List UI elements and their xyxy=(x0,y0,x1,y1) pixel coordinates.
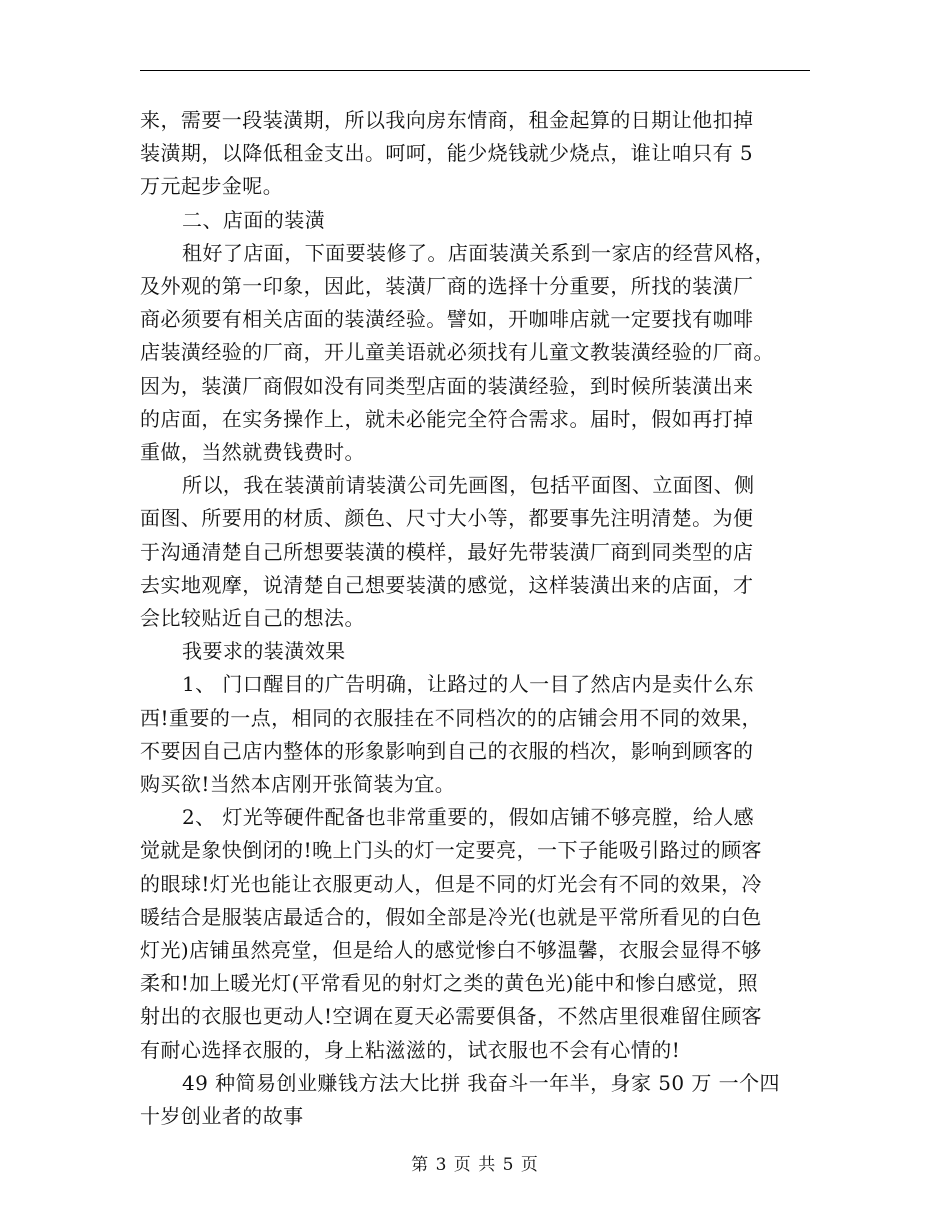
text-line: 不要因自己店内整体的形象影响到自己的衣服的档次，影响到顾客的 xyxy=(140,738,754,763)
text-line: 因为，装潢厂商假如没有同类型店面的装潢经验，到时候所装潢出来 xyxy=(140,373,754,398)
text-line: 所以，我在装潢前请装潢公司先画图，包括平面图、立面图、侧 xyxy=(182,473,755,498)
paragraph-3 xyxy=(140,237,812,469)
text-line: 西!重要的一点，相同的衣服挂在不同档次的的店铺会用不同的效果， xyxy=(140,705,762,730)
text-line: 柔和!加上暖光灯(平常看见的射灯之类的黄色光)能中和惨白感觉，照 xyxy=(140,971,759,996)
text-line: 1、 门口醒目的广告明确，让路过的人一目了然店内是卖什么东 xyxy=(182,672,755,697)
text-line: 去实地观摩，说清楚自己想要装潢的感觉，这样装潢出来的店面，才 xyxy=(140,572,754,597)
heading-line: 我要求的装潢效果 xyxy=(182,639,346,664)
header-rule xyxy=(140,70,810,71)
text-line: 万元起步金呢。 xyxy=(140,174,284,199)
list-item-1 xyxy=(140,668,812,801)
paragraph-1 xyxy=(140,104,812,204)
heading-line: 二、店面的装潢 xyxy=(182,207,326,232)
text-line: 于沟通清楚自己所想要装潢的模样，最好先带装潢厂商到同类型的店 xyxy=(140,539,754,564)
text-line: 的店面，在实务操作上，就未必能完全符合需求。届时，假如再打掉 xyxy=(140,406,754,431)
document-body xyxy=(140,104,812,1133)
text-line: 装潢期，以降低租金支出。呵呵，能少烧钱就少烧点，谁让咱只有 5 xyxy=(140,141,754,166)
text-line: 2、 灯光等硬件配备也非常重要的，假如店铺不够亮膛，给人感 xyxy=(182,805,755,830)
text-line: 购买欲!当然本店刚开张简装为宜。 xyxy=(140,772,456,797)
text-line: 十岁创业者的故事 xyxy=(140,1104,304,1129)
text-line: 重做，当然就费钱费时。 xyxy=(140,440,365,465)
section-heading-decoration xyxy=(140,204,812,237)
list-item-2 xyxy=(140,801,812,1067)
text-line: 租好了店面，下面要装修了。店面装潢关系到一家店的经营风格， xyxy=(182,240,776,265)
text-line: 射出的衣服也更动人!空调在夏天必需要俱备，不然店里很难留住顾客 xyxy=(140,1004,762,1029)
text-line: 灯光)店铺虽然亮堂，但是给人的感觉惨白不够温馨，衣服会显得不够 xyxy=(140,938,762,963)
text-line: 觉就是象快倒闭的!晚上门头的灯一定要亮，一下子能吸引路过的顾客 xyxy=(140,838,762,863)
text-line: 面图、所要用的材质、颜色、尺寸大小等，都要事先注明清楚。为便 xyxy=(140,506,754,531)
text-line: 49 种简易创业赚钱方法大比拼 我奋斗一年半，身家 50 万 一个四 xyxy=(182,1070,780,1095)
related-articles xyxy=(140,1067,812,1133)
page-number-footer: 第 3 页 共 5 页 xyxy=(411,1155,539,1175)
text-line: 会比较贴近自己的想法。 xyxy=(140,606,365,631)
text-line: 商必须要有相关店面的装潢经验。譬如，开咖啡店就一定要找有咖啡 xyxy=(140,307,754,332)
text-line: 及外观的第一印象，因此，装潢厂商的选择十分重要，所找的装潢厂 xyxy=(140,274,754,299)
text-line: 有耐心选择衣服的，身上粘滋滋的，试衣服也不会有心情的! xyxy=(140,1037,681,1062)
text-line: 来，需要一段装潢期，所以我向房东情商，租金起算的日期让他扣掉 xyxy=(140,108,754,132)
text-line: 暖结合是服装店最适合的，假如全部是冷光(也就是平常所看见的白色 xyxy=(140,904,762,929)
text-line: 的眼球!灯光也能让衣服更动人，但是不同的灯光会有不同的效果，冷 xyxy=(140,871,762,896)
paragraph-4 xyxy=(140,469,812,635)
text-line: 店装潢经验的厂商，开儿童美语就必须找有儿童文教装潢经验的厂商。 xyxy=(140,340,774,365)
subheading-decoration-effects xyxy=(140,635,812,668)
